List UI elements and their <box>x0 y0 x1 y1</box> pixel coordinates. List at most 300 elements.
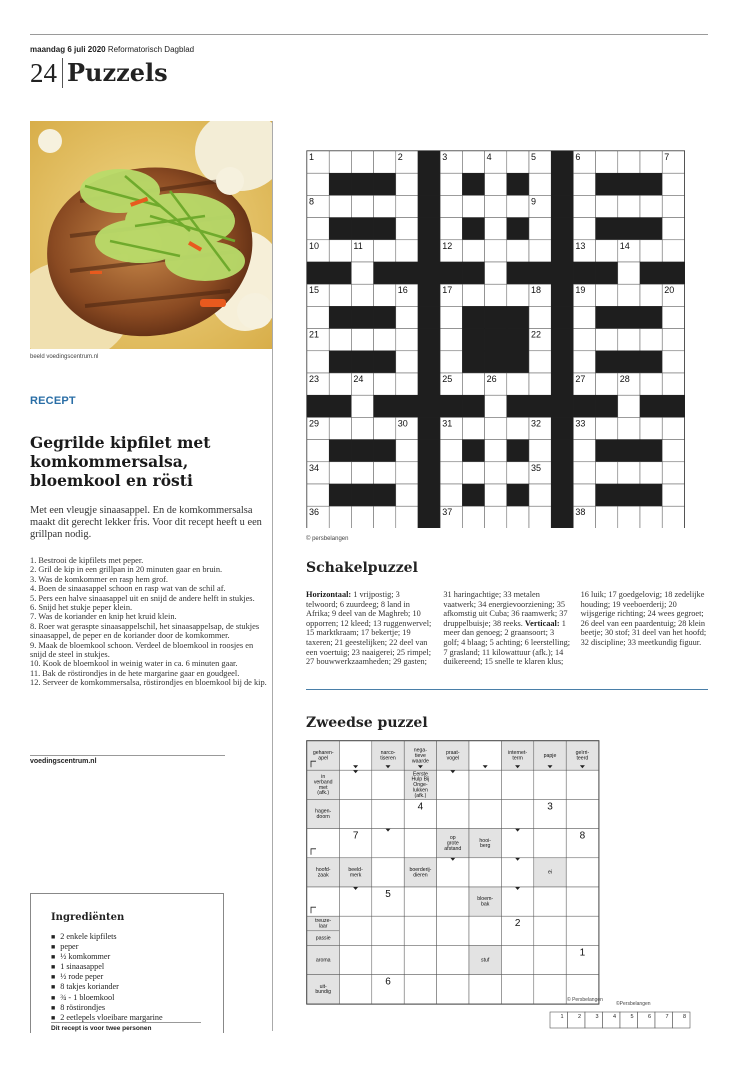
crossword-block <box>462 395 484 417</box>
crossword-number: 28 <box>619 374 630 384</box>
section-rule <box>306 689 708 690</box>
crossword-cell[interactable] <box>640 240 662 262</box>
crossword-cell[interactable] <box>485 462 507 484</box>
crossword-number: 35 <box>531 462 542 473</box>
answer-strip[interactable] <box>549 1011 693 1029</box>
crossword-cell[interactable] <box>507 417 529 439</box>
crossword-cell[interactable] <box>640 462 662 484</box>
crossword-cell[interactable] <box>640 329 662 351</box>
crossword-block <box>418 373 440 395</box>
crossword-block <box>640 218 662 240</box>
crossword-cell[interactable] <box>529 306 551 328</box>
recipe-label: RECEPT <box>30 395 76 407</box>
crossword-cell[interactable] <box>662 195 684 217</box>
crossword-cell[interactable] <box>618 284 640 306</box>
zweeds-cell[interactable] <box>372 945 404 974</box>
crossword-cell[interactable] <box>529 440 551 462</box>
crossword-block <box>551 484 573 506</box>
zweeds-cell[interactable] <box>566 858 598 887</box>
crossword-cell[interactable] <box>351 395 373 417</box>
zweeds-cell[interactable] <box>437 799 469 828</box>
crossword-block <box>507 351 529 373</box>
crossword-cell[interactable] <box>396 373 418 395</box>
crossword-block <box>351 484 373 506</box>
zweeds-number: 8 <box>579 830 586 842</box>
crossword-cell[interactable] <box>374 417 396 439</box>
crossword-cell[interactable] <box>351 329 373 351</box>
crossword-cell[interactable] <box>640 506 662 528</box>
zweeds-cell[interactable] <box>437 916 469 945</box>
zweeds-cell[interactable] <box>501 829 533 858</box>
ingredient-item: ■ 1 sinaasappel <box>51 962 163 972</box>
zweeds-cell[interactable] <box>437 887 469 916</box>
zweeds-number: 4 <box>417 801 424 813</box>
crossword-cell[interactable] <box>573 351 595 373</box>
crossword-cell[interactable] <box>529 373 551 395</box>
crossword-cell[interactable] <box>485 506 507 528</box>
crossword-cell[interactable] <box>374 151 396 173</box>
answer-cell[interactable] <box>550 1012 568 1028</box>
crossword-cell[interactable] <box>485 262 507 284</box>
crossword-block <box>329 218 351 240</box>
crossword-cell[interactable] <box>396 462 418 484</box>
zweeds-cell[interactable] <box>469 770 501 799</box>
crossword-cell[interactable] <box>351 262 373 284</box>
crossword-block <box>462 351 484 373</box>
crossword-cell[interactable] <box>662 306 684 328</box>
zweeds-cell[interactable] <box>404 916 436 945</box>
zweeds-clue: stuf <box>481 957 490 964</box>
crossword-cell[interactable] <box>440 484 462 506</box>
crossword-block <box>329 306 351 328</box>
crossword-number: 8 <box>309 196 315 207</box>
crossword-block <box>462 329 484 351</box>
crossword-cell[interactable] <box>618 462 640 484</box>
crossword-cell[interactable] <box>507 195 529 217</box>
zweeds-cell[interactable] <box>372 916 404 945</box>
recipe-step: 1. Bestrooi de kipfilets met peper. <box>30 556 144 565</box>
crossword-cell[interactable] <box>573 329 595 351</box>
crossword-block <box>418 329 440 351</box>
zweeds-cell[interactable] <box>372 799 404 828</box>
crossword-cell[interactable] <box>329 329 351 351</box>
zweeds-cell[interactable] <box>566 887 598 916</box>
crossword-cell[interactable] <box>462 284 484 306</box>
crossword-cell[interactable] <box>351 284 373 306</box>
crossword-cell[interactable] <box>485 218 507 240</box>
crossword-cell[interactable] <box>485 173 507 195</box>
crossword-cell[interactable] <box>596 329 618 351</box>
crossword-cell[interactable] <box>485 195 507 217</box>
crossword-block <box>374 218 396 240</box>
crossword-block <box>596 351 618 373</box>
crossword-cell[interactable] <box>462 506 484 528</box>
crossword-block <box>596 484 618 506</box>
crossword-block <box>507 306 529 328</box>
crossword-block <box>351 306 373 328</box>
zweeds-cell[interactable] <box>566 799 598 828</box>
crossword-cell[interactable] <box>640 284 662 306</box>
crossword-cell[interactable] <box>529 351 551 373</box>
verticaal-label: Verticaal: <box>524 618 560 628</box>
crossword-cell[interactable] <box>329 240 351 262</box>
crossword-cell[interactable] <box>374 506 396 528</box>
crossword-cell[interactable] <box>662 484 684 506</box>
zweeds-cell[interactable] <box>469 975 501 1004</box>
crossword-cell[interactable] <box>307 440 329 462</box>
recipe-title: Gegrilde kipfilet met komkommersalsa, bloemkool en rösti <box>30 433 211 490</box>
crossword-cell[interactable] <box>573 173 595 195</box>
crossword-cell[interactable] <box>351 151 373 173</box>
crossword-cell[interactable] <box>573 462 595 484</box>
crossword-cell[interactable] <box>396 218 418 240</box>
crossword-cell[interactable] <box>507 151 529 173</box>
crossword-cell[interactable] <box>662 218 684 240</box>
crossword-cell[interactable] <box>507 462 529 484</box>
zweeds-cell[interactable] <box>437 975 469 1004</box>
crossword-cell[interactable] <box>440 306 462 328</box>
zweeds-cell[interactable] <box>501 945 533 974</box>
crossword-cell[interactable] <box>374 462 396 484</box>
crossword-block <box>551 506 573 528</box>
crossword-cell[interactable] <box>529 506 551 528</box>
crossword-cell[interactable] <box>307 173 329 195</box>
zweeds-cell[interactable] <box>534 975 566 1004</box>
crossword-block <box>551 284 573 306</box>
crossword-cell[interactable] <box>329 195 351 217</box>
zweeds-cell[interactable] <box>372 770 404 799</box>
crossword-cell[interactable] <box>573 440 595 462</box>
answer-cell[interactable] <box>568 1012 586 1028</box>
crossword-cell[interactable] <box>596 195 618 217</box>
crossword-cell[interactable] <box>374 284 396 306</box>
crossword-cell[interactable] <box>440 329 462 351</box>
crossword-block <box>573 395 595 417</box>
crossword-block <box>551 395 573 417</box>
crossword-cell[interactable] <box>307 306 329 328</box>
crossword-block <box>529 262 551 284</box>
crossword-number: 12 <box>442 240 453 251</box>
crossword-cell[interactable] <box>329 462 351 484</box>
crossword-block <box>418 262 440 284</box>
crossword-cell[interactable] <box>329 417 351 439</box>
crossword-block <box>329 395 351 417</box>
crossword-cell[interactable] <box>596 417 618 439</box>
crossword-block <box>507 484 529 506</box>
zweeds-cell[interactable] <box>501 799 533 828</box>
zweeds-cell[interactable] <box>566 770 598 799</box>
answer-number: 1 <box>560 1014 564 1020</box>
zweeds-cell[interactable] <box>534 770 566 799</box>
crossword-cell[interactable] <box>396 440 418 462</box>
crossword-cell[interactable] <box>374 195 396 217</box>
crossword-number: 9 <box>531 196 537 207</box>
crossword-block <box>418 506 440 528</box>
zweeds-cell[interactable] <box>339 887 371 916</box>
zweeds-clue: papje <box>543 752 557 759</box>
crossword-number: 13 <box>575 240 586 251</box>
crossword-cell[interactable] <box>307 484 329 506</box>
crossword-block <box>418 462 440 484</box>
crossword-cell[interactable] <box>440 440 462 462</box>
answer-number: 6 <box>647 1014 651 1020</box>
zweeds-cell[interactable] <box>534 945 566 974</box>
crossword-cell[interactable] <box>662 240 684 262</box>
crossword-cell[interactable] <box>485 240 507 262</box>
crossword-cell[interactable] <box>529 173 551 195</box>
zweeds-cell[interactable] <box>307 829 339 858</box>
crossword-block <box>485 306 507 328</box>
crossword-cell[interactable] <box>640 195 662 217</box>
crossword-cell[interactable] <box>662 329 684 351</box>
answer-cell[interactable] <box>655 1012 673 1028</box>
crossword-block <box>307 262 329 284</box>
answer-cell[interactable] <box>585 1012 603 1028</box>
crossword-cell[interactable] <box>329 506 351 528</box>
crossword-block <box>418 218 440 240</box>
crossword-cell[interactable] <box>374 373 396 395</box>
crossword-block <box>440 262 462 284</box>
crossword-cell[interactable] <box>485 284 507 306</box>
crossword-cell[interactable] <box>485 417 507 439</box>
zweeds-cell[interactable] <box>339 799 371 828</box>
crossword-cell[interactable] <box>640 417 662 439</box>
crossword-cell[interactable] <box>396 329 418 351</box>
zweeds-cell[interactable] <box>534 887 566 916</box>
crossword-cell[interactable] <box>440 462 462 484</box>
crossword-cell[interactable] <box>596 151 618 173</box>
crossword-block <box>507 173 529 195</box>
crossword-cell[interactable] <box>462 462 484 484</box>
zweeds-cell[interactable] <box>566 916 598 945</box>
crossword-cell[interactable] <box>529 240 551 262</box>
zweeds-cell[interactable] <box>339 916 371 945</box>
crossword-cell[interactable] <box>374 240 396 262</box>
crossword-cell[interactable] <box>596 462 618 484</box>
crossword-cell[interactable] <box>396 351 418 373</box>
crossword-number: 31 <box>442 418 453 429</box>
crossword-block <box>596 262 618 284</box>
crossword-cell[interactable] <box>351 506 373 528</box>
crossword-cell[interactable] <box>485 484 507 506</box>
answer-number: 2 <box>577 1014 581 1020</box>
zweeds-clue: nega-tieve waarde <box>411 747 429 765</box>
crossword-cell[interactable] <box>329 151 351 173</box>
crossword-number: 29 <box>309 418 320 429</box>
zweeds-number: 5 <box>385 889 391 900</box>
recipe-step: 12. Serveer de komkommersalsa, röstirondjes en bloemkool bij de kip. <box>30 678 267 688</box>
column-separator <box>272 121 273 1031</box>
ingredients-box <box>30 893 224 1033</box>
crossword-cell[interactable] <box>307 218 329 240</box>
crossword-cell[interactable] <box>351 462 373 484</box>
crossword-credit: © persbelangen <box>306 536 349 542</box>
zweeds-cell[interactable] <box>469 916 501 945</box>
crossword-cell[interactable] <box>662 351 684 373</box>
crossword-block <box>618 173 640 195</box>
crossword-cell[interactable] <box>329 284 351 306</box>
recipe-step: 4. Boen de sinaasappel schoon en rasp wat van de schil af. <box>30 584 226 594</box>
crossword-cell[interactable] <box>596 284 618 306</box>
zweeds-clue: internet-term <box>508 750 528 762</box>
crossword-cell[interactable] <box>396 173 418 195</box>
crossword-cell[interactable] <box>329 373 351 395</box>
zweeds-cell[interactable] <box>339 975 371 1004</box>
ingredients-footer: Dit recept is voor twee personen <box>51 1025 152 1032</box>
crossword-cell[interactable] <box>307 351 329 373</box>
crossword-cell[interactable] <box>507 240 529 262</box>
crossword-cell[interactable] <box>618 506 640 528</box>
crossword-block <box>462 440 484 462</box>
crossword-cell[interactable] <box>573 195 595 217</box>
crossword-cell[interactable] <box>618 151 640 173</box>
crossword-cell[interactable] <box>485 395 507 417</box>
crossword-number: 2 <box>397 152 403 162</box>
crossword-block <box>507 262 529 284</box>
crossword-block <box>418 484 440 506</box>
masthead-date: maandag 6 juli 2020 <box>30 45 106 54</box>
crossword-cell[interactable] <box>640 151 662 173</box>
crossword-block <box>307 395 329 417</box>
crossword-cell[interactable] <box>618 262 640 284</box>
crossword-cell[interactable] <box>440 218 462 240</box>
zweeds-clue: hooi-berg <box>479 837 491 850</box>
crossword-cell[interactable] <box>440 195 462 217</box>
crossword-block <box>329 484 351 506</box>
zweeds-cell[interactable] <box>501 975 533 1004</box>
crossword-cell[interactable] <box>462 195 484 217</box>
crossword-number: 25 <box>442 374 453 384</box>
crossword-cell[interactable] <box>618 417 640 439</box>
answer-cell[interactable] <box>620 1012 638 1028</box>
crossword-cell[interactable] <box>440 351 462 373</box>
crossword-number: 36 <box>309 507 320 518</box>
zweeds-cell[interactable] <box>339 770 371 799</box>
crossword-block <box>329 351 351 373</box>
ingredient-item: ■ 8 röstirondjes <box>51 1003 163 1013</box>
zweeds-cell[interactable] <box>437 770 469 799</box>
crossword-cell[interactable] <box>529 484 551 506</box>
crossword-number: 17 <box>442 285 453 296</box>
crossword-block <box>640 173 662 195</box>
crossword-cell[interactable] <box>662 440 684 462</box>
zweeds-clue: geïrri-teerd <box>575 750 590 762</box>
crossword-cell[interactable] <box>485 440 507 462</box>
crossword-cell[interactable] <box>573 484 595 506</box>
zweeds-clue: beeld-merk <box>348 867 363 879</box>
crossword-block <box>551 373 573 395</box>
crossword-cell[interactable] <box>618 195 640 217</box>
zweeds-cell[interactable] <box>372 829 404 858</box>
zweeds-cell[interactable] <box>404 945 436 974</box>
zweeds-cell[interactable] <box>469 799 501 828</box>
zweeds-cell[interactable] <box>404 887 436 916</box>
zweeds-cell[interactable] <box>437 858 469 887</box>
horizontaal-clues: 1 vrijpostig; 3 telwoord; 6 zuurdeeg; 8 land in Afrika; 9 deel van de Maghreb; 10 opporren; 12 kleed; 13 ruggenwervel; 15 marktkraam; 17 bekertje; 19 taxeren; 21 geestelijken; 22 deel van een voertuig; 23 naaigerei; 25 rimpel; 27 bouwwerkzaamheden; 29 gasten; 31 haringachtige; 33 metalen vaatwerk; 34 energievoorziening; 35 afkomstig uit Cuba; 36 raamwerk; 37 druppelbuisje; 38 reeks. <box>306 590 568 667</box>
crossword-cell[interactable] <box>662 417 684 439</box>
crossword-cell[interactable] <box>396 195 418 217</box>
zweeds-cell[interactable] <box>307 887 339 916</box>
crossword-cell[interactable] <box>462 417 484 439</box>
page-title: Puzzels <box>67 58 168 87</box>
crossword-cell[interactable] <box>440 173 462 195</box>
crossword-number: 4 <box>486 152 492 162</box>
crossword-cell[interactable] <box>507 506 529 528</box>
zweeds-clue: ei <box>547 869 553 876</box>
crossword-cell[interactable] <box>573 306 595 328</box>
crossword-cell[interactable] <box>351 195 373 217</box>
crossword-cell[interactable] <box>596 506 618 528</box>
crossword-block <box>329 440 351 462</box>
crossword-cell[interactable] <box>662 506 684 528</box>
crossword-cell[interactable] <box>374 329 396 351</box>
crossword-cell[interactable] <box>618 395 640 417</box>
recipe-step: 9. Maak de bloemkool schoon. Verdeel de bloemkool in roosjes en snijd de steel in stukjes. <box>30 640 254 660</box>
crossword-cell[interactable] <box>640 373 662 395</box>
crossword-number: 23 <box>309 374 320 384</box>
zweeds-clue: geharen-apel <box>312 750 334 762</box>
crossword-block <box>374 351 396 373</box>
crossword-grid[interactable] <box>306 150 686 528</box>
zweeds-cell[interactable] <box>339 945 371 974</box>
crossword-cell[interactable] <box>529 218 551 240</box>
zweeds-cell[interactable] <box>404 829 436 858</box>
crossword-cell[interactable] <box>507 373 529 395</box>
crossword-cell[interactable] <box>396 306 418 328</box>
crossword-cell[interactable] <box>462 151 484 173</box>
ingredients-list <box>51 932 163 1023</box>
zweeds-cell[interactable] <box>372 858 404 887</box>
crossword-number: 16 <box>397 285 408 296</box>
crossword-block <box>462 173 484 195</box>
crossword-cell[interactable] <box>662 462 684 484</box>
zweeds-cell[interactable] <box>437 945 469 974</box>
crossword-cell[interactable] <box>351 417 373 439</box>
crossword-cell[interactable] <box>662 173 684 195</box>
zweeds-cell[interactable] <box>501 858 533 887</box>
crossword-block <box>462 306 484 328</box>
crossword-block <box>596 440 618 462</box>
schakel-title: Schakelpuzzel <box>306 560 418 576</box>
answer-cell[interactable] <box>603 1012 621 1028</box>
zweeds-cell[interactable] <box>469 858 501 887</box>
zweedse-puzzel-grid[interactable] <box>306 740 602 1006</box>
crossword-block <box>418 240 440 262</box>
crossword-block <box>551 195 573 217</box>
crossword-cell[interactable] <box>462 373 484 395</box>
crossword-cell[interactable] <box>396 240 418 262</box>
crossword-cell[interactable] <box>596 240 618 262</box>
answer-cell[interactable] <box>638 1012 656 1028</box>
crossword-cell[interactable] <box>596 373 618 395</box>
crossword-cell[interactable] <box>462 240 484 262</box>
crossword-cell[interactable] <box>662 373 684 395</box>
crossword-cell[interactable] <box>396 506 418 528</box>
zweeds-cell[interactable] <box>534 916 566 945</box>
zweeds-cell[interactable] <box>501 887 533 916</box>
recipe-photo <box>30 121 272 349</box>
crossword-cell[interactable] <box>507 284 529 306</box>
zweeds-cell[interactable] <box>534 829 566 858</box>
crossword-cell[interactable] <box>396 484 418 506</box>
zweeds-cell[interactable] <box>501 770 533 799</box>
zweeds-cell[interactable] <box>404 975 436 1004</box>
crossword-cell[interactable] <box>573 218 595 240</box>
crossword-cell[interactable] <box>618 329 640 351</box>
crossword-block <box>551 351 573 373</box>
crossword-block <box>551 440 573 462</box>
answer-cell[interactable] <box>673 1012 691 1028</box>
